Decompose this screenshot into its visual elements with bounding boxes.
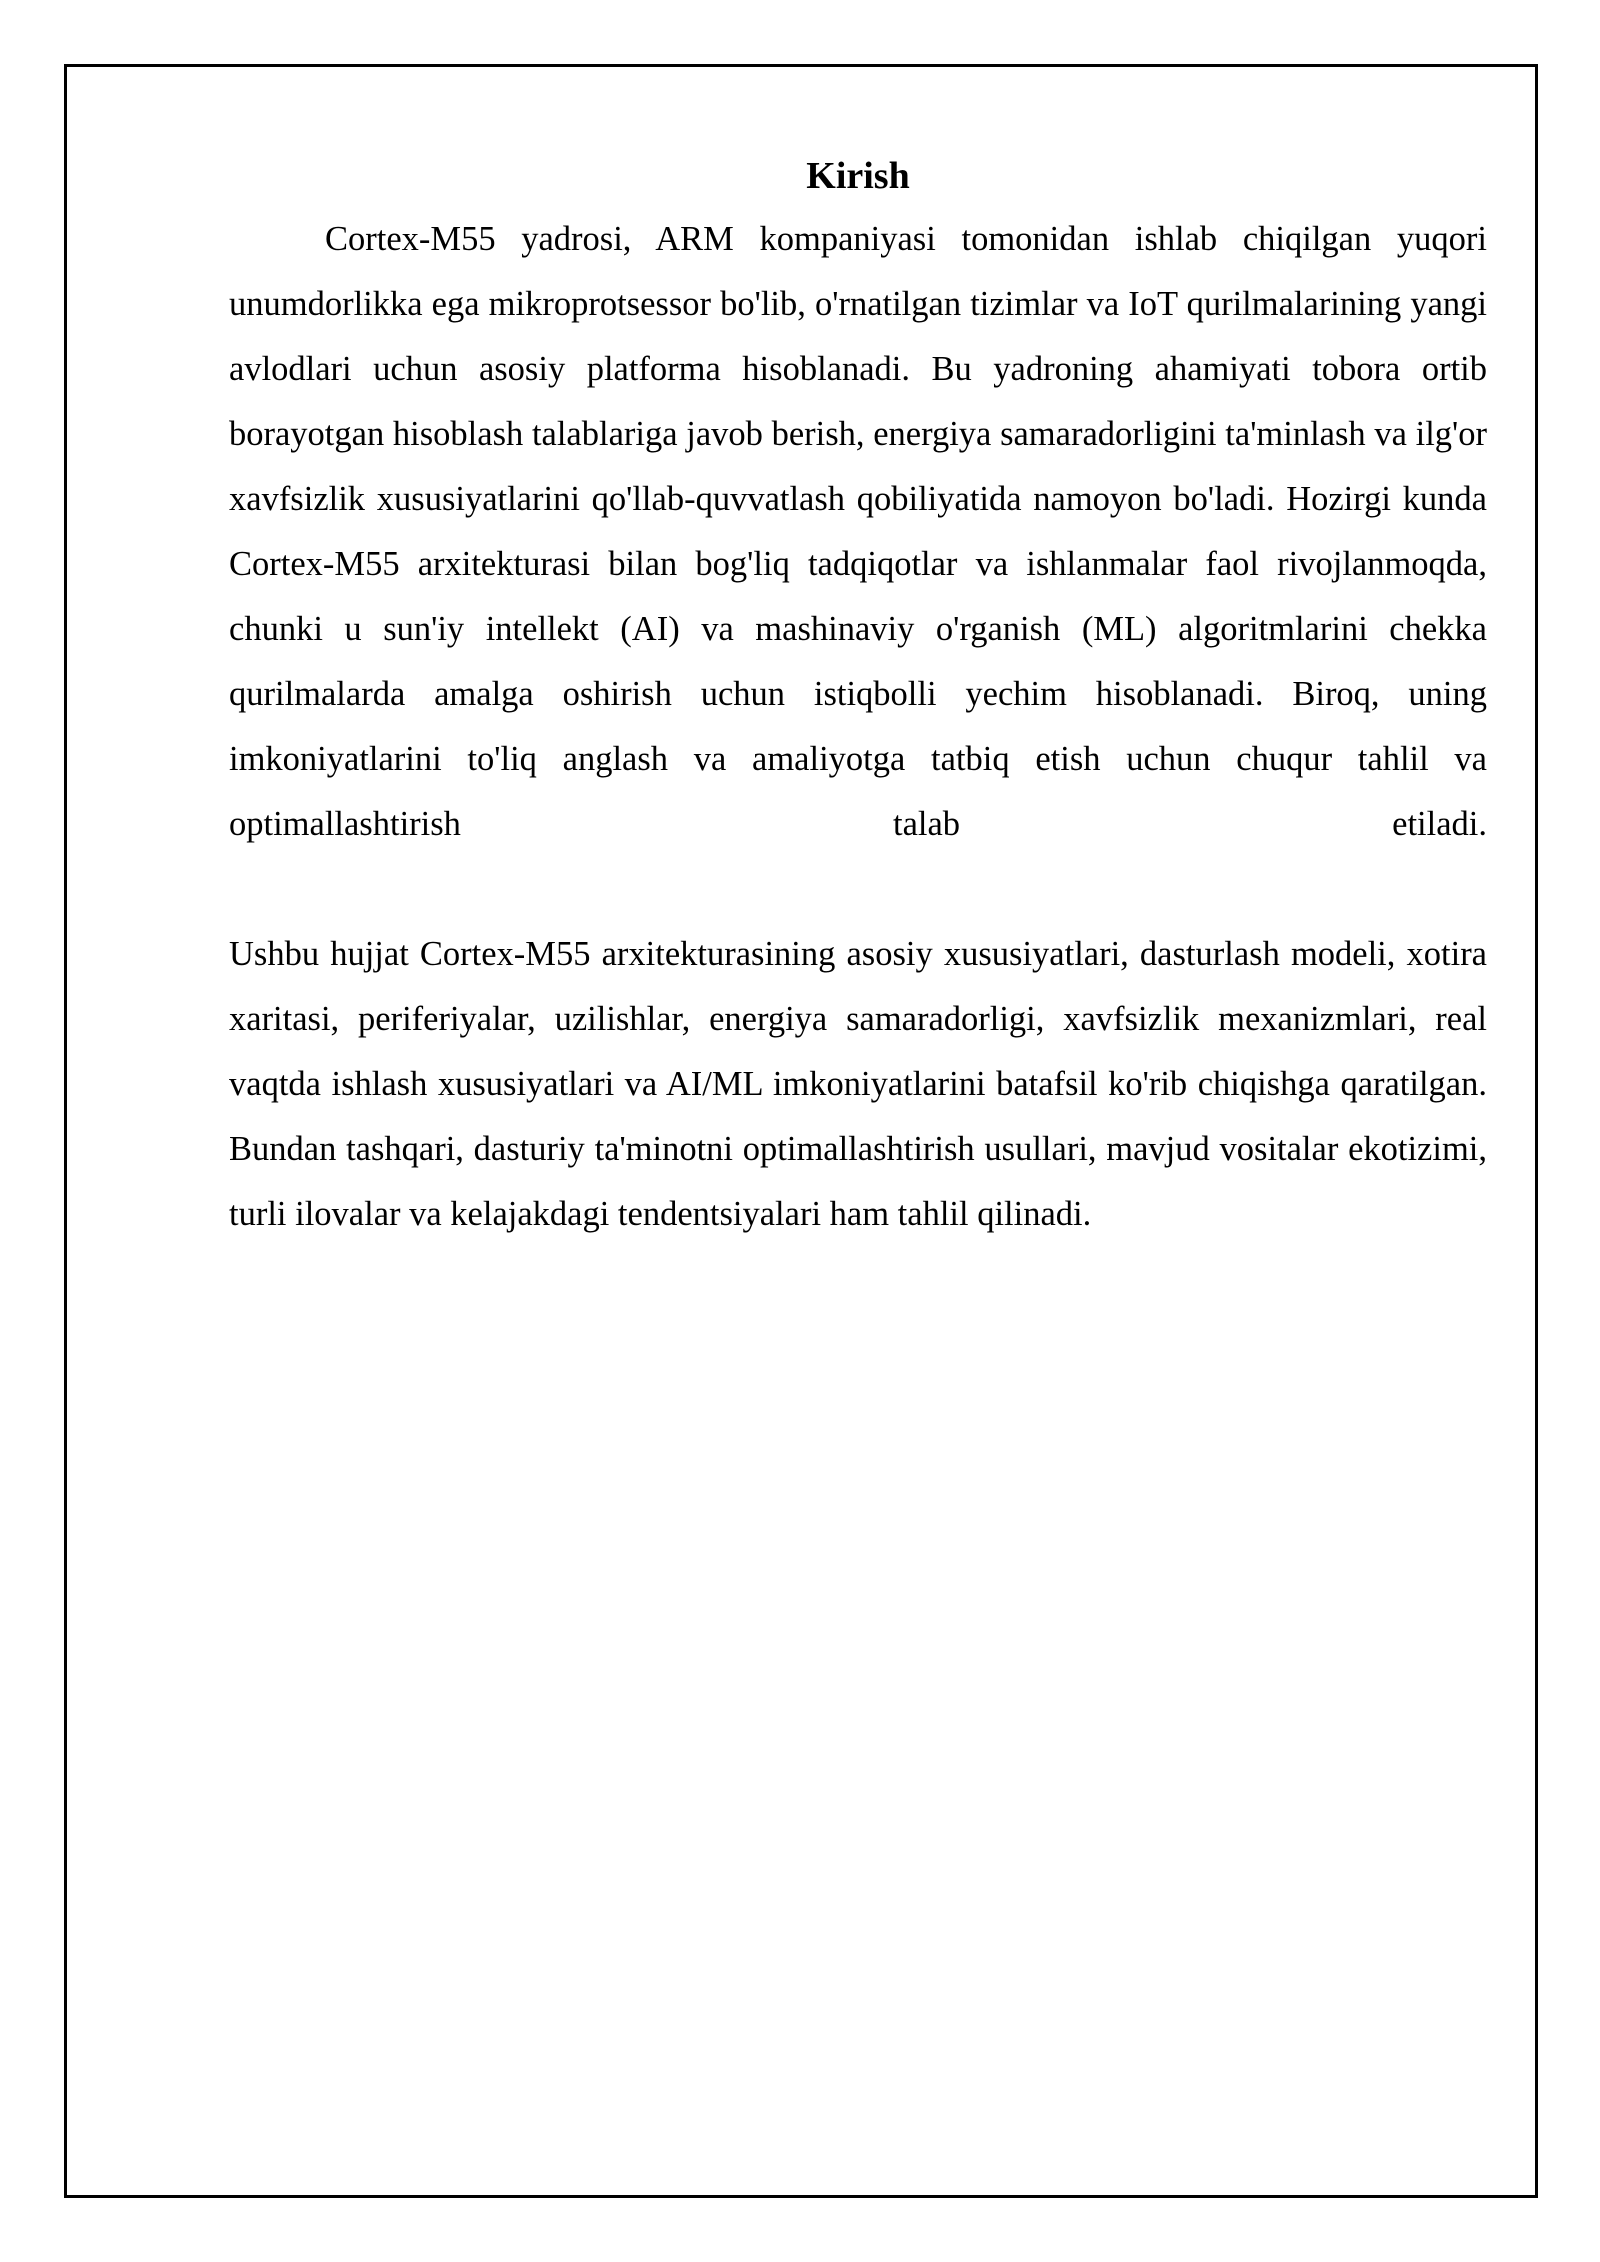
introduction-paragraph: Cortex-M55 yadrosi, ARM kompaniyasi tomonidan ishlab chiqilgan yuqori unumdorlikka ega mikroprotsessor bo'lib, o'rnatilgan tizimlar va IoT qurilmalarining yangi avlodlari uchun asosiy platforma hisoblanadi. Bu yadroning ahamiyati tobora ortib borayotgan hisoblash talablariga javob berish, energiya samaradorligini ta'minlash va ilg'or xavfsizlik xususiyatlarini qo'llab-quvvatlash qobiliyatida namoyon bo'ladi. Hozirgi kunda Cortex-M55 arxitekturasi bilan bog'liq tadqiqotlar va ishlanmalar faol rivojlanmoqda, chunki u sun'iy intellekt (AI) va mashinaviy o'rganish (ML) algoritmlarini chekka qurilmalarda amalga oshirish uchun istiqbolli yechim hisoblanadi. Biroq, uning imkoniyatlarini to'liq anglash va amaliyotga tatbiq etish uchun chuqur tahlil va optimallashtirish talab etiladi. <box>229 220 1487 843</box>
section-title: Kirish <box>806 155 910 197</box>
scope-paragraph: Ushbu hujjat Cortex-M55 arxitekturasining asosiy xususiyatlari, dasturlash modeli, xotira xaritasi, periferiyalar, uzilishlar, energiya samaradorligi, xavfsizlik mexanizmlari, real vaqtda ishlash xususiyatlari va AI/ML imkoniyatlarini batafsil ko'rib chiqishga qaratilgan. Bundan tashqari, dasturiy ta'minotni optimallashtirish usullari, mavjud vositalar ekotizimi, turli ilovalar va kelajakdagi tendentsiyalari ham tahlil qilinadi. <box>229 935 1487 1233</box>
paragraph-spacer <box>229 857 1487 922</box>
document-body <box>229 145 1487 1247</box>
